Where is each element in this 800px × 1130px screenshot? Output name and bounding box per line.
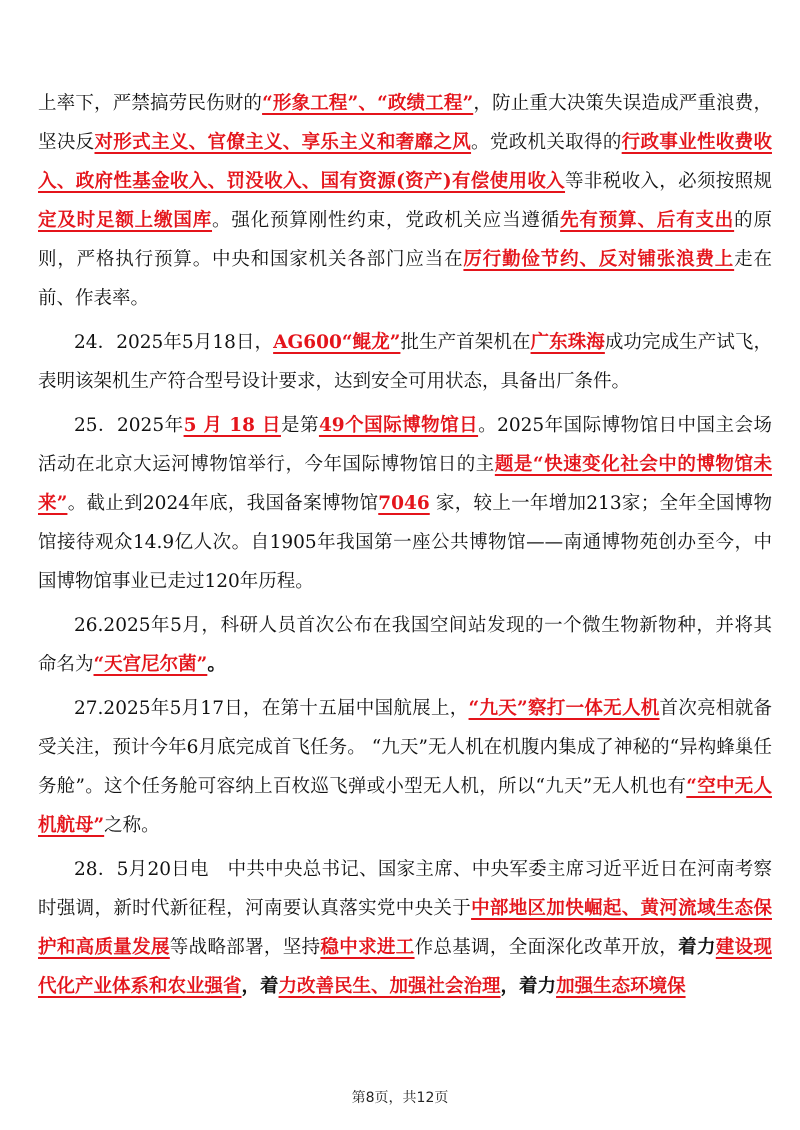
highlighted-text: “空中无人机航母” bbox=[38, 776, 772, 836]
body-text: 27.2025年5月17日，在第十五届中国航展上， bbox=[74, 698, 469, 719]
body-text: 家，较上一年增加213家；全年全国博物馆接待观众14.9亿人次。自1905年我国第一座公共博物馆——南通博物苑创办至今，中国博物馆事业已走过120年历程。 bbox=[38, 493, 772, 592]
body-text: 24．2025年5月18日， bbox=[74, 332, 274, 353]
paragraph-p27 bbox=[38, 689, 772, 845]
body-text: 走在前、作表率。 bbox=[38, 249, 772, 309]
paragraph-p28 bbox=[38, 850, 772, 1006]
page-footer bbox=[0, 1087, 800, 1107]
body-text: 。 bbox=[207, 654, 226, 675]
highlighted-text: “天宫尼尔菌” bbox=[93, 654, 208, 675]
body-text: ，防止重大决策失误造成严重浪费，坚决反 bbox=[38, 93, 772, 153]
paragraph-p24 bbox=[38, 323, 772, 401]
body-text: 。截止到2024年底，我国备案博物馆 bbox=[67, 493, 379, 514]
body-text: 28．5月20日电 中共中央总书记、国家主席、中央军委主席习近平近日在河南考察时强调，新时代新征程，河南要认真落实党中央关于 bbox=[38, 859, 772, 919]
paragraph-p25 bbox=[38, 406, 772, 601]
highlighted-text: 对形式主义、官僚主义、享乐主义和奢靡之风 bbox=[94, 132, 472, 153]
highlighted-text: 力改善民生、加强社会治理 bbox=[278, 976, 501, 997]
highlighted-text: 建设现代化产业体系和农业强省 bbox=[38, 937, 772, 997]
highlighted-text: 49个国际博物馆日 bbox=[318, 415, 479, 436]
body-text: ，着力 bbox=[500, 976, 557, 997]
highlighted-text: AG600“鲲龙” bbox=[273, 332, 401, 353]
body-text: 。强化预算刚性约束，党政机关应当遵循 bbox=[212, 210, 561, 231]
body-text: 批生产首架机在 bbox=[400, 332, 531, 353]
highlighted-text: 加强生态环境保 bbox=[556, 976, 686, 997]
body-text: 。党政机关取得的 bbox=[471, 132, 622, 153]
body-text: 作总基调，全面深化改革开放， bbox=[414, 937, 679, 958]
highlighted-text: 行政事业性收费收入、政府性基金收入、罚没收入、国有资源(资产)有偿使用收入 bbox=[38, 132, 772, 192]
body-text: 。2025年国际博物馆日中国主会场活动在北京大运河博物馆举行，今年国际博物馆日的主 bbox=[38, 415, 772, 475]
highlighted-text: “形象工程”、“政绩工程” bbox=[262, 93, 474, 114]
highlighted-text: 题是“快速变化社会中的博物馆未来” bbox=[38, 454, 772, 514]
body-text: 上率下，严禁搞劳民伤财的 bbox=[38, 93, 263, 114]
body-text: 着力 bbox=[678, 937, 716, 958]
paragraph-p23-cont bbox=[38, 84, 772, 318]
highlighted-text: 定及时足额上缴国库 bbox=[38, 210, 213, 231]
highlighted-text: “九天”察打一体无人机 bbox=[468, 698, 660, 719]
highlighted-text: 中部地区加快崛起、黄河流域生态保护和高质量发展 bbox=[38, 898, 772, 958]
body-text: 25．2025年 bbox=[74, 415, 184, 436]
page-number-label: 第8页，共12页 bbox=[351, 1090, 449, 1106]
highlighted-text: 稳中求进工 bbox=[320, 937, 415, 958]
document-body bbox=[38, 84, 772, 1011]
body-text: 之称。 bbox=[104, 815, 160, 836]
highlighted-text: 先有预算、后有支出 bbox=[560, 210, 735, 231]
body-text: 等战略部署，坚持 bbox=[169, 937, 321, 958]
body-text: 成功完成生产试飞，表明该架机生产符合型号设计要求，达到安全可用状态，具备出厂条件。 bbox=[38, 332, 772, 392]
body-text: 26.2025年5月，科研人员首次公布在我国空间站发现的一个微生物新物种，并将其命名为 bbox=[38, 615, 772, 675]
highlighted-text: 5 月 18 日 bbox=[183, 415, 281, 436]
body-text: 首次亮相就备受关注，预计今年6月底完成首飞任务。 “九天”无人机在机腹内集成了神秘的“异构蜂巢任务舱”。这个任务舱可容纳上百枚巡飞弹或小型无人机，所以“九天”无人机也有 bbox=[38, 698, 772, 797]
body-text: 是第 bbox=[280, 415, 319, 436]
highlighted-text: 厉行勤俭节约、反对铺张浪费上 bbox=[463, 249, 735, 270]
body-text: 等非税收入，必须按照规 bbox=[565, 171, 772, 192]
paragraph-p26 bbox=[38, 606, 772, 684]
highlighted-text: 7046 bbox=[378, 493, 430, 514]
body-text: ，着 bbox=[241, 976, 279, 997]
highlighted-text: 广东珠海 bbox=[530, 332, 605, 353]
body-text: 的原则，严格执行预算。中央和国家机关各部门应当在 bbox=[38, 210, 772, 270]
